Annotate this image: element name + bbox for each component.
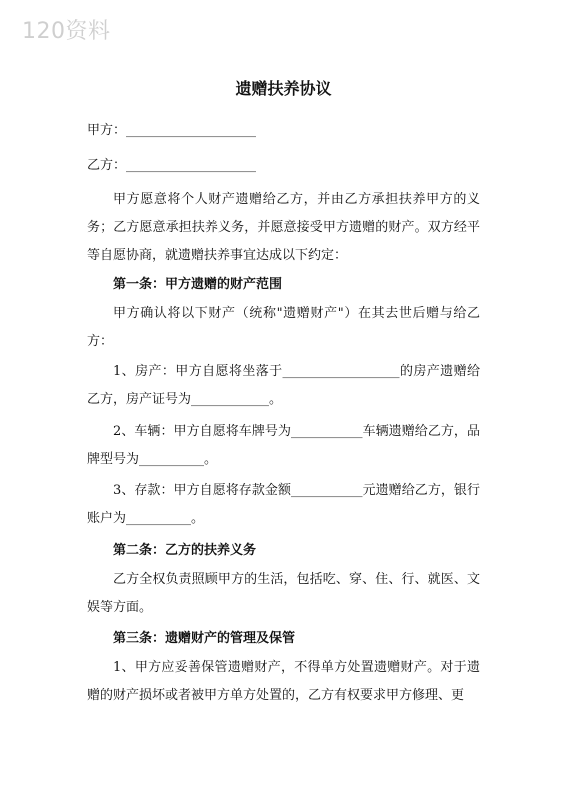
intro-paragraph: 甲方愿意将个人财产遗赠给乙方，并由乙方承担扶养甲方的义务；乙方愿意承担扶养义务，并愿意接受甲方遗赠的财产。双方经平等自愿协商，就遗赠扶养事宜达成以下约定：: [87, 192, 480, 263]
item-1-house: 1、房产：甲方自愿将坐落于__________________的房产遗赠给乙方，房产证号为____________。: [87, 364, 480, 407]
party-a-line: 甲方：____________________: [87, 123, 257, 138]
article-3-text: 1、甲方应妥善保管遗赠财产，不得单方处置遗赠财产。对于遗赠的财产损坏或者被甲方单方处置的，乙方有权要求甲方修理、更: [87, 660, 480, 703]
article-2-heading: 第二条：乙方的扶养义务: [113, 543, 257, 558]
item-2-vehicle: 2、车辆：甲方自愿将车牌号为___________车辆遗赠给乙方，品牌型号为__________。: [87, 424, 480, 467]
article-3-heading: 第三条：遗赠财产的管理及保管: [113, 631, 296, 646]
document-title: 遗赠扶养协议: [235, 79, 332, 98]
item-3-deposit: 3、存款：甲方自愿将存款金额___________元遗赠给乙方，银行账户为__________。: [87, 483, 480, 526]
article-1-heading: 第一条：甲方遗赠的财产范围: [113, 277, 283, 292]
watermark-logo: 120资料: [22, 19, 111, 44]
party-b-line: 乙方：____________________: [87, 158, 257, 173]
article-1-text: 甲方确认将以下财产（统称"遗赠财产"）在其去世后赠与给乙方：: [87, 306, 480, 349]
article-2-text: 乙方全权负责照顾甲方的生活，包括吃、穿、住、行、就医、文娱等方面。: [87, 572, 480, 615]
